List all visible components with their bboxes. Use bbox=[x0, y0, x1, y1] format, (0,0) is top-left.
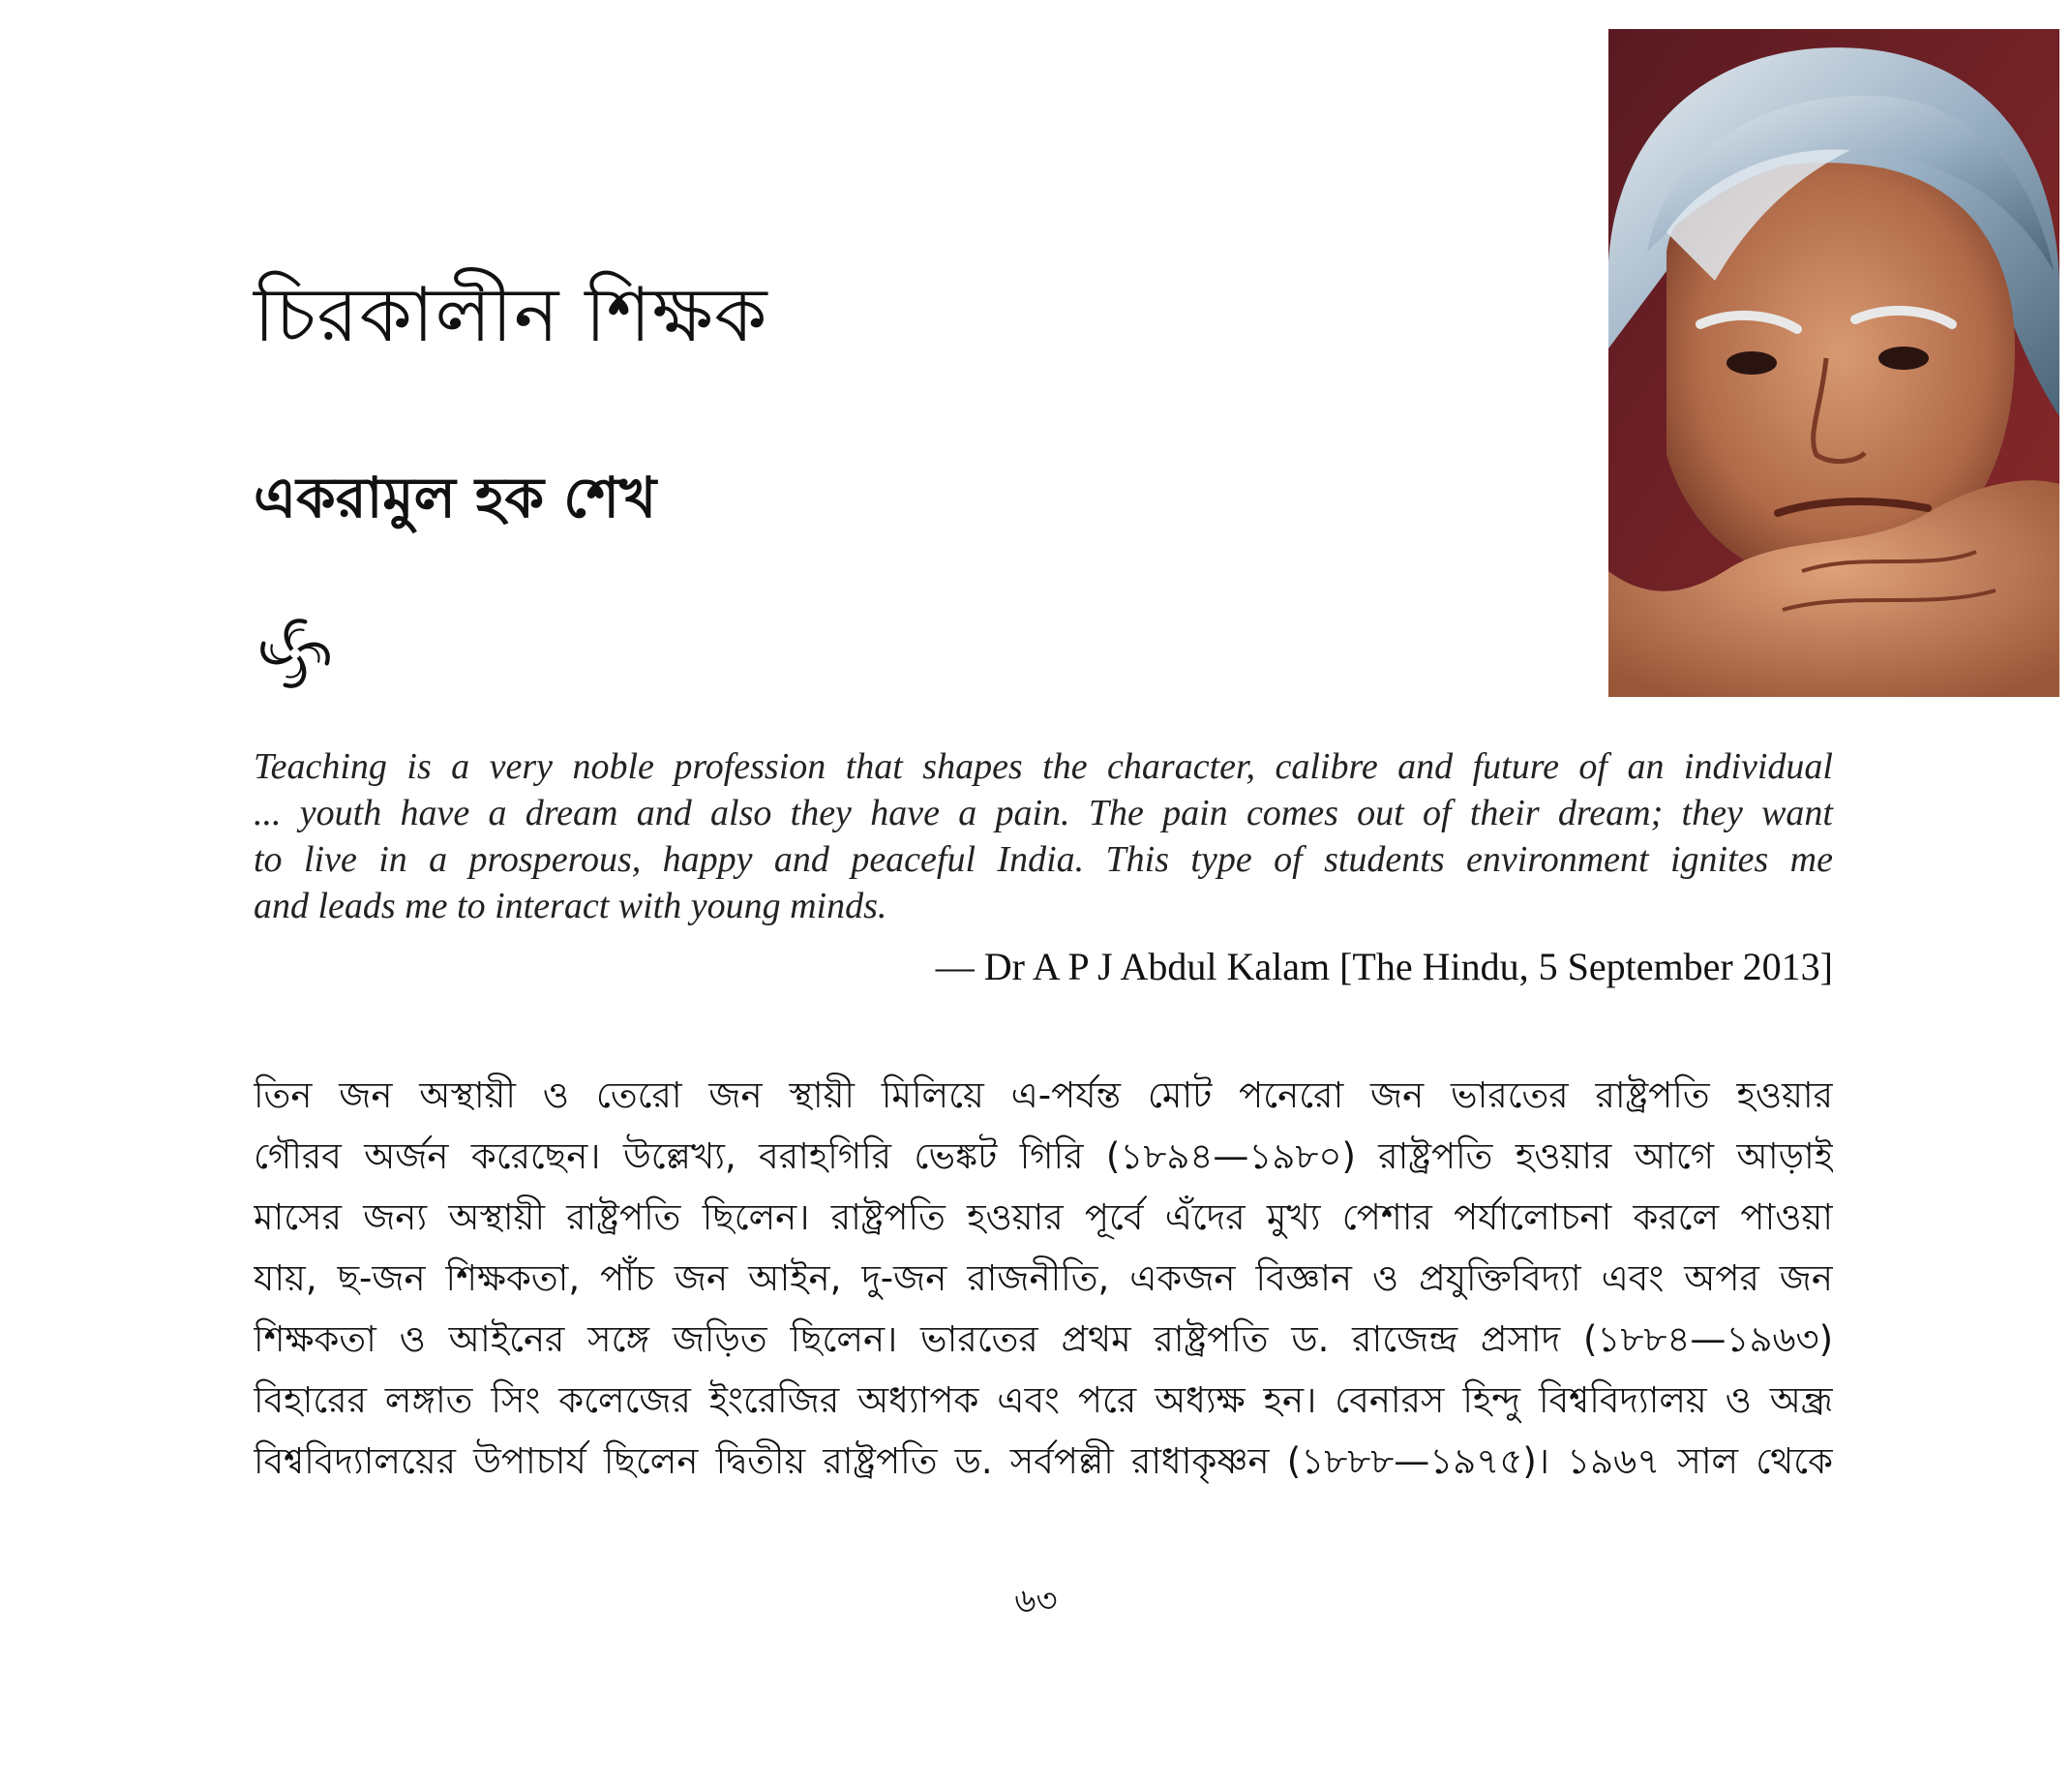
epigraph-line: ... youth have a dream and also they have a pain. The pain comes out of their dream; they want bbox=[254, 793, 1833, 833]
epigraph-quote bbox=[254, 743, 1833, 929]
epigraph-line: to live in a prosperous, happy and peaceful India. This type of students environment ignites me bbox=[254, 839, 1833, 880]
epigraph-line: Teaching is a very noble profession that shapes the character, calibre and future of an individual bbox=[254, 746, 1833, 787]
page-title: চিরকালীন শিক্ষক bbox=[254, 272, 768, 359]
swirl-ornament-icon bbox=[254, 612, 337, 695]
body-line: তিন জন অস্থায়ী ও তেরো জন স্থায়ী মিলিয়ে এ-পর্যন্ত মোট পনেরো জন ভারতের রাষ্ট্রপতি হওয়ার bbox=[254, 1074, 1833, 1116]
body-paragraph bbox=[254, 1065, 1833, 1492]
body-line: বিশ্ববিদ্যালয়ের উপাচার্য ছিলেন দ্বিতীয় রাষ্ট্রপতি ড. সর্বপল্লী রাধাকৃষ্ণন (১৮৮৮—১৯৭৫)। ১৯৬৭ সাল থেকে bbox=[254, 1440, 1833, 1482]
body-line: শিক্ষকতা ও আইনের সঙ্গে জড়িত ছিলেন। ভারতের প্রথম রাষ্ট্রপতি ড. রাজেন্দ্র প্রসাদ (১৮৮৪—১৯৬৩) bbox=[254, 1318, 1833, 1360]
body-line: বিহারের লঙ্গাত সিং কলেজের ইংরেজির অধ্যাপক এবং পরে অধ্যক্ষ হন। বেনারস হিন্দু বিশ্ববিদ্যালয় ও অন্ধ্র bbox=[254, 1379, 1833, 1421]
body-line: গৌরব অর্জন করেছেন। উল্লেখ্য, বরাহগিরি ভেঙ্কট গিরি (১৮৯৪—১৯৮০) রাষ্ট্রপতি হওয়ার আগে আড়াই bbox=[254, 1135, 1833, 1177]
epigraph-line: and leads me to interact with young minds. bbox=[254, 886, 887, 926]
body-line: যায়, ছ-জন শিক্ষকতা, পাঁচ জন আইন, দু-জন রাজনীতি, একজন বিজ্ঞান ও প্রযুক্তিবিদ্যা এবং অপর জন bbox=[254, 1257, 1833, 1299]
portrait-photo bbox=[1608, 29, 2059, 697]
body-line: মাসের জন্য অস্থায়ী রাষ্ট্রপতি ছিলেন। রাষ্ট্রপতি হওয়ার পূর্বে এঁদের মুখ্য পেশার পর্যালোচনা করলে পাওয়া bbox=[254, 1196, 1833, 1238]
author-name: একরামুল হক শেখ bbox=[254, 465, 657, 530]
epigraph-attribution: — Dr A P J Abdul Kalam [The Hindu, 5 September 2013] bbox=[935, 945, 1833, 988]
page-number: ৬৩ bbox=[1014, 1582, 1058, 1620]
